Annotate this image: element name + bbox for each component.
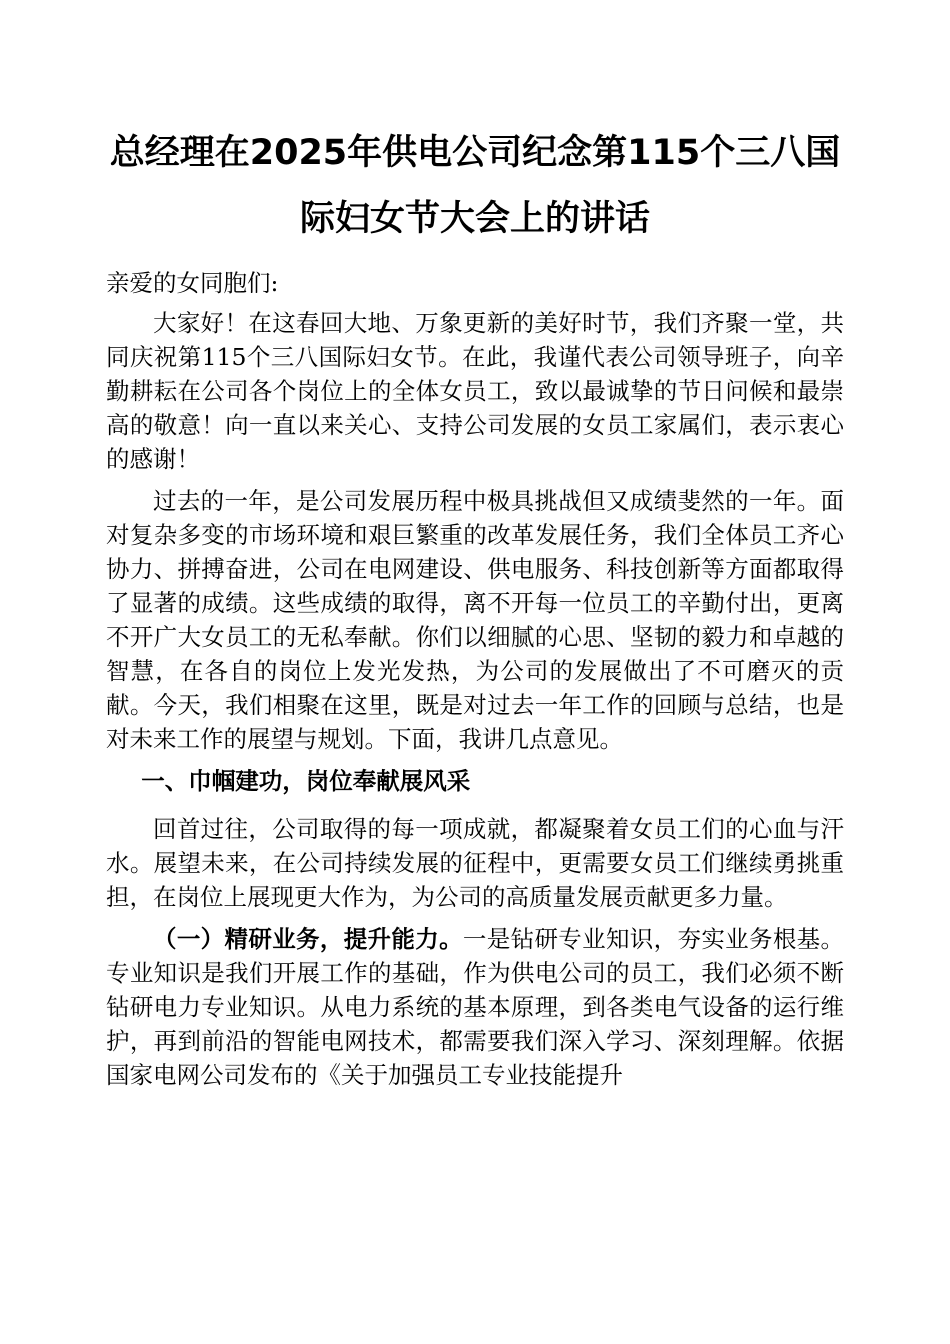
title-line-1: 总经理在2025年供电公司纪念第115个三八国 [109,133,841,173]
paragraph-section-intro: 回首过往，公司取得的每一项成就，都凝聚着女员工们的心血与汗水。展望未来，在公司持续发展的征程中，更需要女员工们继续勇挑重担，在岗位上展现更大作为，为公司的高质量发展贡献更多力量。 [106,815,844,911]
paragraph-greeting: 大家好！在这春回大地、万象更新的美好时节，我们齐聚一堂，共同庆祝第115个三八国际妇女节。在此，我谨代表公司领导班子，向辛勤耕耘在公司各个岗位上的全体女员工，致以最诚挚的节日问候和最崇高的敬意！向一直以来关心、支持公司发展的女员工家属们，表示衷心的感谢！ [106,309,844,473]
subsection-1-body: 一是钻研专业知识，夯实业务根基。专业知识是我们开展工作的基础，作为供电公司的员工，我们必须不断钻研电力专业知识。从电力系统的基本原理，到各类电气设备的运行维护，再到前沿的智能电网技术，都需要我们深入学习、深刻理解。依据国家电网公司发布的《关于加强员工专业技能提升 [106,925,845,1089]
document-title [106,120,844,252]
subsection-1-lead: （一）精研业务，提升能力。 [153,925,463,953]
salutation: 亲爱的女同胞们: [106,269,279,297]
section-heading-1: 一、巾帼建功，岗位奉献展风采 [141,767,471,795]
title-line-2: 际妇女节大会上的讲话 [299,199,650,239]
paragraph-review: 过去的一年，是公司发展历程中极具挑战但又成绩斐然的一年。面对复杂多变的市场环境和艰巨繁重的改革发展任务，我们全体员工齐心协力、拼搏奋进，公司在电网建设、供电服务、科技创新等方面都取得了显著的成绩。这些成绩的取得，离不开每一位员工的辛勤付出，更离不开广大女员工的无私奉献。你们以细腻的心思、坚韧的毅力和卓越的智慧，在各自的岗位上发光发热，为公司的发展做出了不可磨灭的贡献。今天，我们相聚在这里，既是对过去一年工作的回顾与总结，也是对未来工作的展望与规划。下面，我讲几点意见。 [106,487,844,753]
paragraph-subsection-1 [106,922,844,1092]
